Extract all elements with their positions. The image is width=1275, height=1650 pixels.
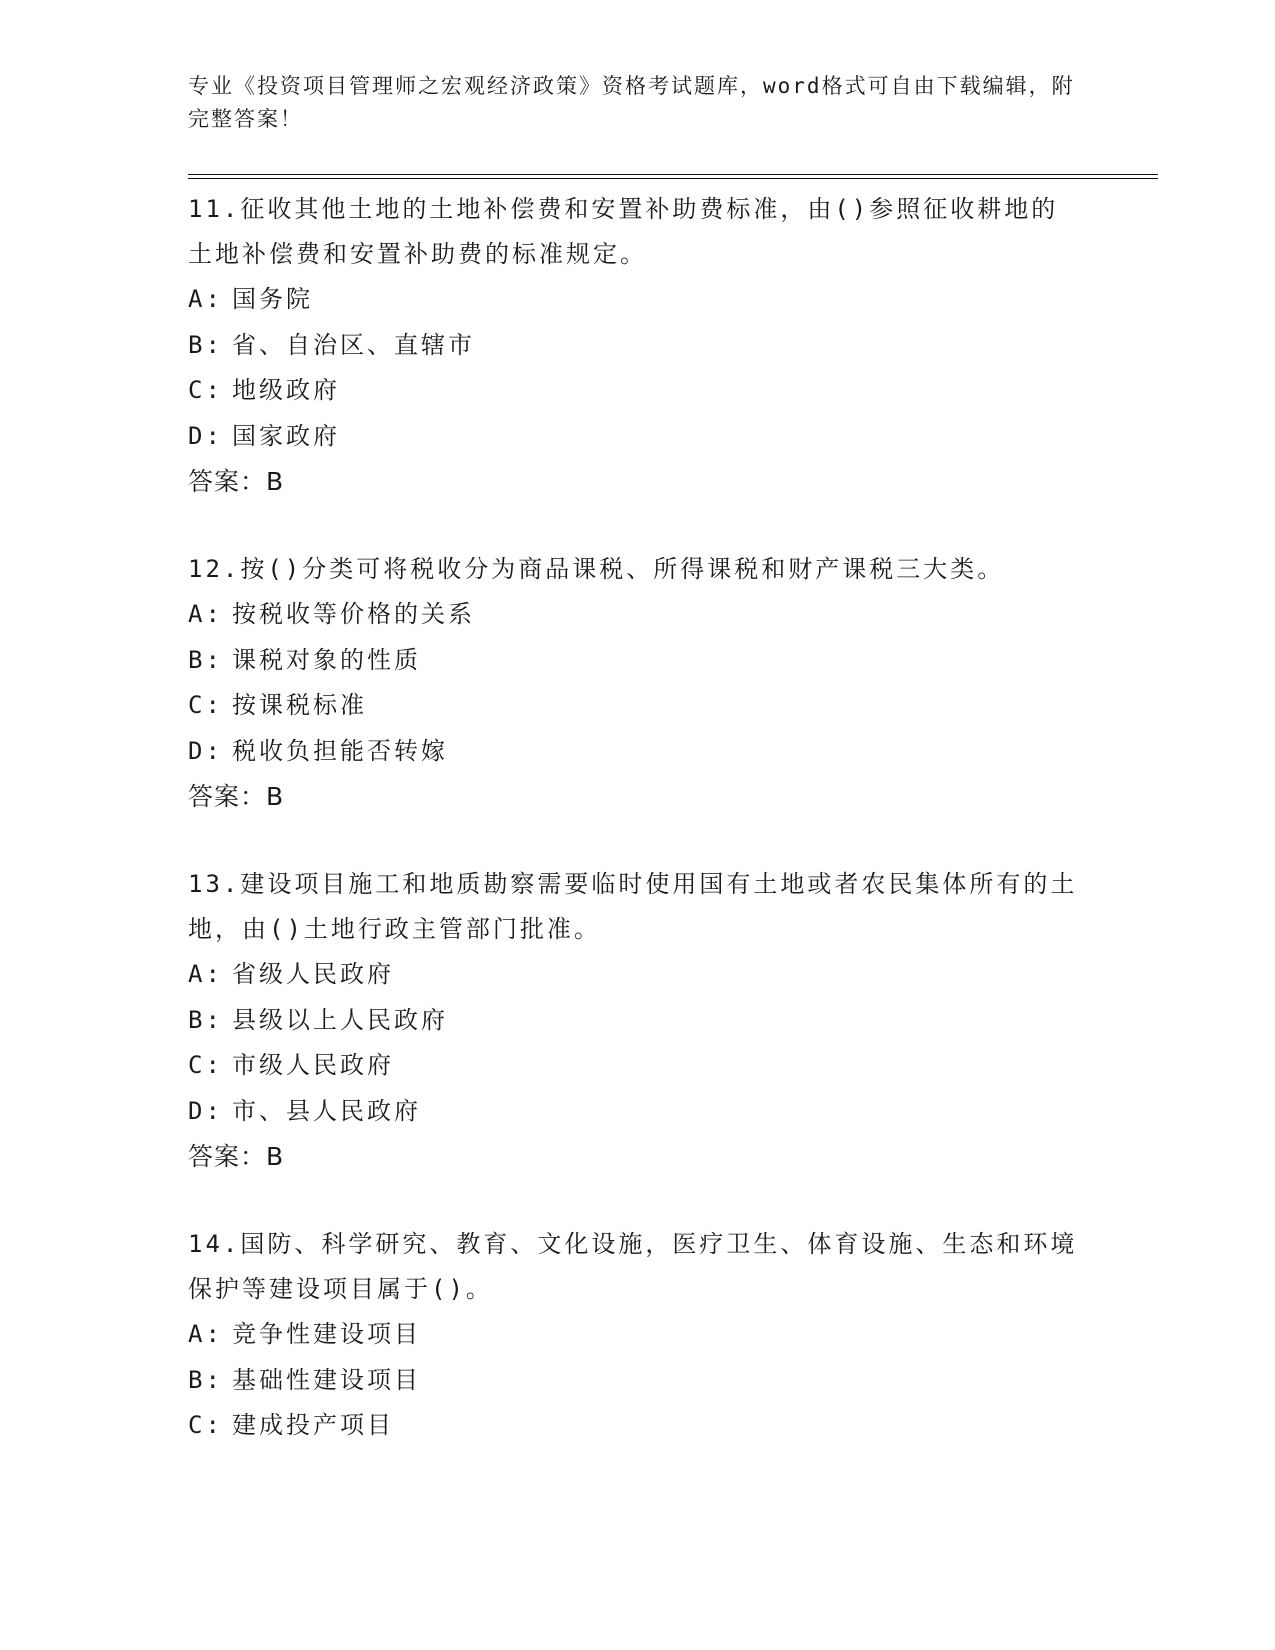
option-key: C: xyxy=(188,1411,223,1439)
question-list xyxy=(188,187,1158,1449)
option-c xyxy=(188,368,1158,414)
question-stem: 13.建设项目施工和地质勘察需要临时使用国有土地或者农民集体所有的土地，由()土地行政主管部门批准。 xyxy=(188,870,1078,943)
option-c xyxy=(188,1403,1158,1449)
header-divider xyxy=(188,174,1158,179)
option-text: 税收负担能否转嫁 xyxy=(232,736,448,765)
option-key: D: xyxy=(188,421,223,450)
option-text: 按课税标准 xyxy=(232,691,367,719)
answer-line: 答案：B xyxy=(188,782,285,811)
option-d xyxy=(188,1089,1158,1135)
option-b xyxy=(188,1358,1158,1404)
option-text: 地级政府 xyxy=(232,376,340,404)
option-c xyxy=(188,1043,1158,1089)
option-d xyxy=(188,729,1158,775)
answer-line: 答案：B xyxy=(188,467,285,496)
option-d xyxy=(188,414,1158,460)
option-a xyxy=(188,1312,1158,1358)
option-key: D: xyxy=(188,736,223,765)
option-key: C: xyxy=(188,691,223,719)
option-key: A: xyxy=(188,600,223,628)
option-text: 省、自治区、直辖市 xyxy=(232,330,475,359)
answer-line: 答案：B xyxy=(188,1142,285,1171)
option-key: B: xyxy=(188,330,223,359)
option-text: 课税对象的性质 xyxy=(232,645,421,674)
question-stem: 12.按()分类可将税收分为商品课税、所得课税和财产课税三大类。 xyxy=(188,555,1005,583)
question-stem: 14.国防、科学研究、教育、文化设施，医疗卫生、体育设施、生态和环境保护等建设项目属于()。 xyxy=(188,1230,1078,1303)
option-c xyxy=(188,683,1158,729)
document-page xyxy=(188,70,1158,1491)
option-b xyxy=(188,323,1158,369)
option-a xyxy=(188,592,1158,638)
option-key: A: xyxy=(188,1320,223,1348)
option-b xyxy=(188,638,1158,684)
option-key: D: xyxy=(188,1096,223,1125)
option-key: C: xyxy=(188,1051,223,1079)
question-stem: 11.征收其他土地的土地补偿费和安置补助费标准，由()参照征收耕地的土地补偿费和安置补助费的标准规定。 xyxy=(188,195,1059,268)
option-text: 市、县人民政府 xyxy=(232,1096,421,1125)
option-key: A: xyxy=(188,285,223,313)
option-key: B: xyxy=(188,1365,223,1394)
option-text: 竞争性建设项目 xyxy=(232,1320,421,1348)
option-text: 市级人民政府 xyxy=(232,1051,394,1079)
option-text: 国家政府 xyxy=(232,421,340,450)
option-text: 建成投产项目 xyxy=(232,1411,394,1439)
option-key: C: xyxy=(188,376,223,404)
option-key: B: xyxy=(188,645,223,674)
option-b xyxy=(188,998,1158,1044)
option-a xyxy=(188,277,1158,323)
option-text: 省级人民政府 xyxy=(232,960,394,988)
option-key: A: xyxy=(188,960,223,988)
option-text: 基础性建设项目 xyxy=(232,1365,421,1394)
question-14 xyxy=(188,1222,1158,1449)
option-text: 国务院 xyxy=(232,285,313,313)
question-13 xyxy=(188,862,1158,1180)
option-key: B: xyxy=(188,1005,223,1034)
question-12 xyxy=(188,547,1158,820)
question-11 xyxy=(188,187,1158,505)
option-text: 按税收等价格的关系 xyxy=(232,600,475,628)
option-text: 县级以上人民政府 xyxy=(232,1005,448,1034)
document-header: 专业《投资项目管理师之宏观经济政策》资格考试题库，word格式可自由下载编辑，附完整答案！ xyxy=(188,74,1075,131)
option-a xyxy=(188,952,1158,998)
